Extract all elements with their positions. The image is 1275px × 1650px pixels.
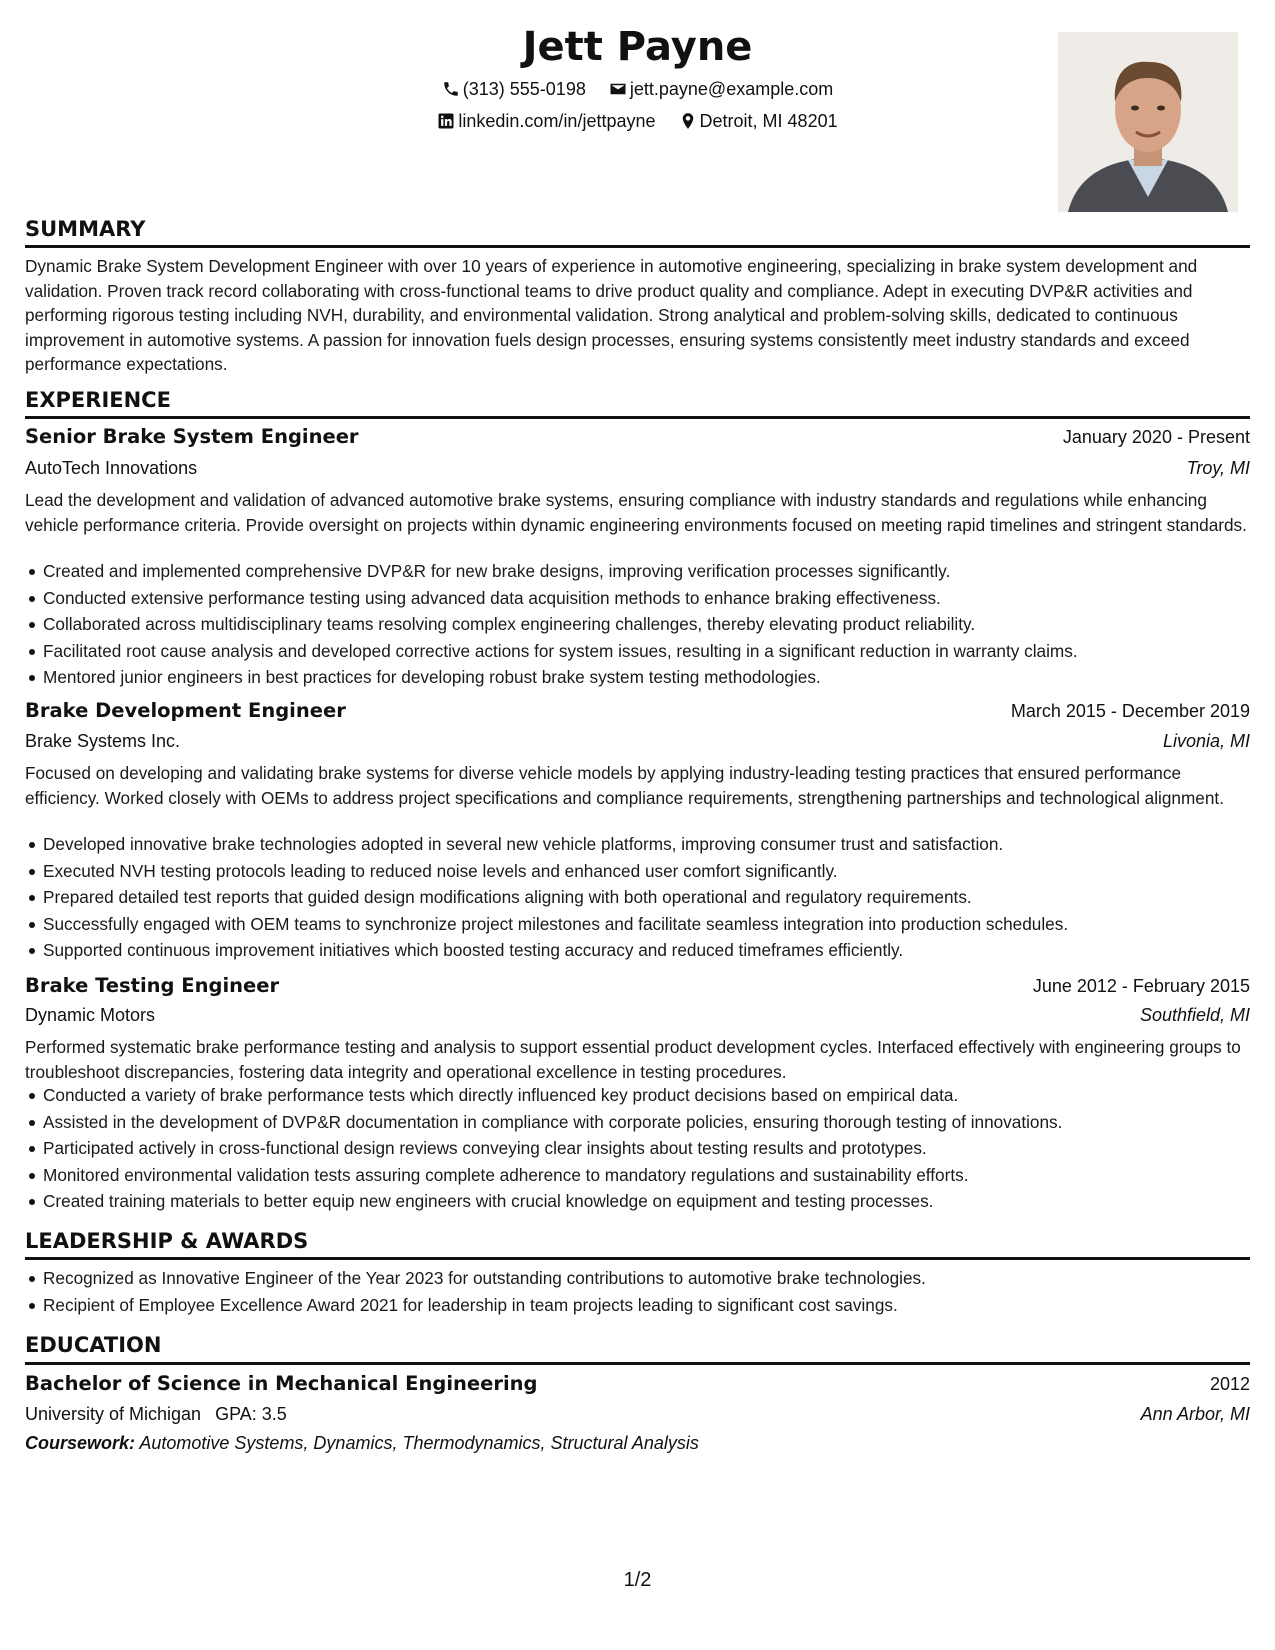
phone-text: (313) 555-0198	[462, 79, 586, 99]
linkedin-icon	[437, 112, 455, 130]
job-bullets	[25, 1082, 1250, 1215]
awards-heading: LEADERSHIP & AWARDS	[25, 1229, 309, 1253]
experience-divider	[25, 416, 1250, 419]
job-dates: January 2020 - Present	[1062, 427, 1250, 447]
list-item: Prepared detailed test reports that guided design modifications aligning with both operational and regulatory requirements.	[25, 884, 1250, 911]
list-item: Monitored environmental validation tests assuring complete adherence to mandatory regulations and sustainability efforts.	[25, 1162, 1250, 1189]
linkedin-text: linkedin.com/in/jettpayne	[458, 111, 656, 131]
email-text: jett.payne@example.com	[629, 79, 834, 99]
list-item: Conducted a variety of brake performance tests which directly influenced key product decisions based on empirical data.	[25, 1082, 1250, 1109]
list-item: Mentored junior engineers in best practices for developing robust brake system testing methodologies.	[25, 664, 1250, 691]
list-item: Executed NVH testing protocols leading to reduced noise levels and enhanced user comfort significantly.	[25, 858, 1250, 885]
envelope-icon	[609, 80, 627, 98]
job-title: Brake Development Engineer	[25, 699, 346, 722]
job-title: Senior Brake System Engineer	[25, 425, 359, 448]
location-text: Detroit, MI 48201	[699, 111, 838, 131]
job-location: Troy, MI	[1186, 458, 1250, 478]
list-item: Developed innovative brake technologies adopted in several new vehicle platforms, improving consumer trust and satisfaction.	[25, 831, 1250, 858]
school-location: Ann Arbor, MI	[1140, 1404, 1250, 1424]
list-item: Participated actively in cross-functional design reviews conveying clear insights about testing results and prototypes.	[25, 1135, 1250, 1162]
awards-divider	[25, 1257, 1250, 1260]
coursework-text: Automotive Systems, Dynamics, Thermodynamics, Structural Analysis	[139, 1433, 699, 1453]
phone-contact[interactable]	[442, 77, 586, 101]
education-heading: EDUCATION	[25, 1333, 162, 1357]
job-description: Lead the development and validation of advanced automotive brake systems, ensuring compliance with industry standards and regulations while enhancing vehicle performance criteria. Provide oversight on projects within dynamic engineering environments focused on meeting rapid timelines and stringent standards.	[25, 490, 1247, 535]
list-item: Recognized as Innovative Engineer of the Year 2023 for outstanding contributions to automotive brake technologies.	[25, 1265, 1250, 1292]
summary-text: Dynamic Brake System Development Engineer with over 10 years of experience in automotive engineering, specializing in brake system development and validation. Proven track record collaborating with cross-functional teams to drive product quality and compliance. Adept in executing DVP&R activities and performing rigorous testing including NVH, durability, and environmental validation. Strong analytical and problem-solving skills, dedicated to continuous improvement in automotive systems. A passion for innovation fuels design processes, ensuring systems consistently meet industry standards and exceed performance expectations.	[25, 256, 1198, 374]
list-item: Created training materials to better equip new engineers with crucial knowledge on equipment and testing processes.	[25, 1188, 1250, 1215]
profile-photo-illustration	[1058, 32, 1238, 212]
job-company: AutoTech Innovations	[25, 458, 198, 478]
job-title: Brake Testing Engineer	[25, 974, 280, 997]
email-contact[interactable]	[609, 77, 833, 101]
job-description: Focused on developing and validating brake systems for diverse vehicle models by applying industry-leading testing practices that ensured performance efficiency. Worked closely with OEMs to address project specifications and compliance requirements, strengthening partnerships and technological alignment.	[25, 763, 1224, 808]
job-dates: June 2012 - February 2015	[1032, 976, 1250, 996]
graduation-year: 2012	[1209, 1374, 1250, 1394]
list-item: Created and implemented comprehensive DVP&R for new brake designs, improving verification processes significantly.	[25, 558, 1250, 585]
gpa-text: GPA: 3.5	[215, 1404, 287, 1424]
map-pin-icon	[679, 112, 697, 130]
list-item: Recipient of Employee Excellence Award 2021 for leadership in team projects leading to significant cost savings.	[25, 1292, 1250, 1319]
profile-photo	[1058, 32, 1238, 212]
list-item: Assisted in the development of DVP&R documentation in compliance with corporate policies, ensuring thorough testing of innovations.	[25, 1109, 1250, 1136]
coursework-line	[25, 1430, 699, 1456]
list-item: Supported continuous improvement initiatives which boosted testing accuracy and reduced timeframes efficiently.	[25, 937, 1250, 964]
job-bullets	[25, 558, 1250, 691]
list-item: Successfully engaged with OEM teams to synchronize project milestones and facilitate seamless integration into production schedules.	[25, 911, 1250, 938]
resume-header	[25, 22, 1250, 222]
list-item: Facilitated root cause analysis and developed corrective actions for system issues, resulting in a significant reduction in warranty claims.	[25, 638, 1250, 665]
coursework-label: Coursework:	[25, 1433, 136, 1453]
list-item: Collaborated across multidisciplinary teams resolving complex engineering challenges, thereby elevating product reliability.	[25, 611, 1250, 638]
experience-heading: EXPERIENCE	[25, 388, 171, 412]
school-name: University of Michigan	[25, 1404, 202, 1424]
phone-icon	[442, 80, 460, 98]
candidate-name: Jett Payne	[522, 24, 753, 70]
resume-page	[25, 0, 1250, 1650]
education-divider	[25, 1362, 1250, 1365]
summary-divider	[25, 245, 1250, 248]
job-location: Livonia, MI	[1162, 731, 1250, 751]
location-contact	[679, 109, 838, 133]
summary-heading: SUMMARY	[25, 217, 146, 241]
page-number: 1/2	[623, 1569, 652, 1591]
school-line	[25, 1401, 287, 1427]
linkedin-contact[interactable]	[437, 109, 655, 133]
job-bullets	[25, 831, 1250, 964]
job-description: Performed systematic brake performance testing and analysis to support essential product development cycles. Interfaced effectively with engineering groups to troubleshoot discrepancies, fostering data integrity and operational excellence in testing procedures.	[25, 1037, 1241, 1082]
job-company: Brake Systems Inc.	[25, 731, 181, 751]
list-item: Conducted extensive performance testing using advanced data acquisition methods to enhance braking effectiveness.	[25, 585, 1250, 612]
job-location: Southfield, MI	[1139, 1005, 1250, 1025]
awards-list	[25, 1265, 1250, 1318]
job-dates: March 2015 - December 2019	[1010, 701, 1250, 721]
degree-title: Bachelor of Science in Mechanical Engineering	[25, 1372, 538, 1395]
job-company: Dynamic Motors	[25, 1005, 156, 1025]
